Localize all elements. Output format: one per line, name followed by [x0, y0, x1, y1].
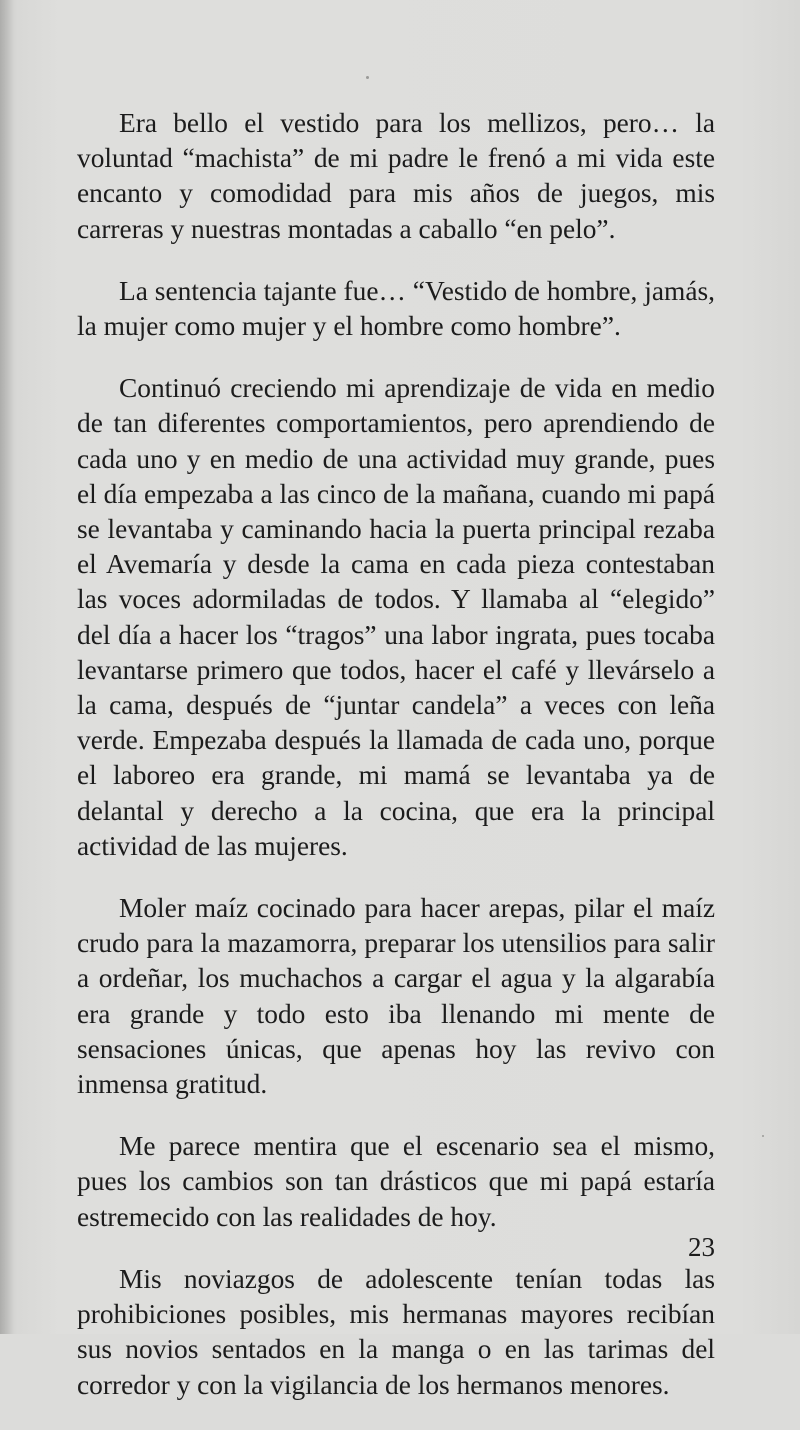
body-text	[77, 106, 715, 1430]
paragraph-4: Moler maíz cocinado para hacer arepas, pilar el maíz crudo para la mazamorra, preparar los utensilios para salir a ordeñar, los muchachos a cargar el agua y la algarabía era grande y todo esto iba llenando mi mente de sensaciones únicas, que apenas hoy las revivo con inmensa gratitud.	[77, 893, 715, 1100]
paragraph-6: Mis noviazgos de adolescente tenían todas las prohibiciones posibles, mis hermanas mayores recibían sus novios sentados en la manga o en las tarimas del corredor y con la vigilancia de los hermanos menores.	[77, 1263, 715, 1400]
paragraph-1: Era bello el vestido para los mellizos, pero… la voluntad “machista” de mi padre le frenó a mi vida este encanto y comodidad para mis años de juegos, mis carreras y nuestras montadas a caballo “en pelo”.	[77, 108, 715, 244]
scan-speck	[762, 1135, 764, 1137]
page-gutter-shadow	[0, 0, 14, 1334]
page-number: 23	[688, 1232, 715, 1262]
paragraph-5: Me parece mentira que el escenario sea el mismo, pues los cambios son tan drásticos que mi papá estaría estremecido con las realidades de hoy.	[77, 1131, 715, 1232]
paragraph-2: La sentencia tajante fue… “Vestido de hombre, jamás, la mujer como mujer y el hombre como hombre”.	[77, 275, 715, 342]
scan-speck	[366, 76, 369, 79]
paragraph-3: Continuó creciendo mi aprendizaje de vida en medio de tan diferentes comportamientos, pero aprendiendo de cada uno y en medio de una actividad muy grande, pues el día empezaba a las cinco de la mañana, cuando mi papá se levantaba y caminando hacia la puerta principal rezaba el Avemaría y desde la cama en cada pieza contestaban las voces adormiladas de todos. Y llamaba al “elegido” del día a hacer los “tragos” una labor ingrata, pues tocaba levantarse primero que todos, hacer el café y llevárselo a la cama, después de “juntar candela” a veces con leña verde. Empezaba después la llamada de cada uno, porque el laboreo era grande, mi mamá se levantaba ya de delantal y derecho a la cocina, que era la principal actividad de las mujeres.	[77, 373, 715, 861]
